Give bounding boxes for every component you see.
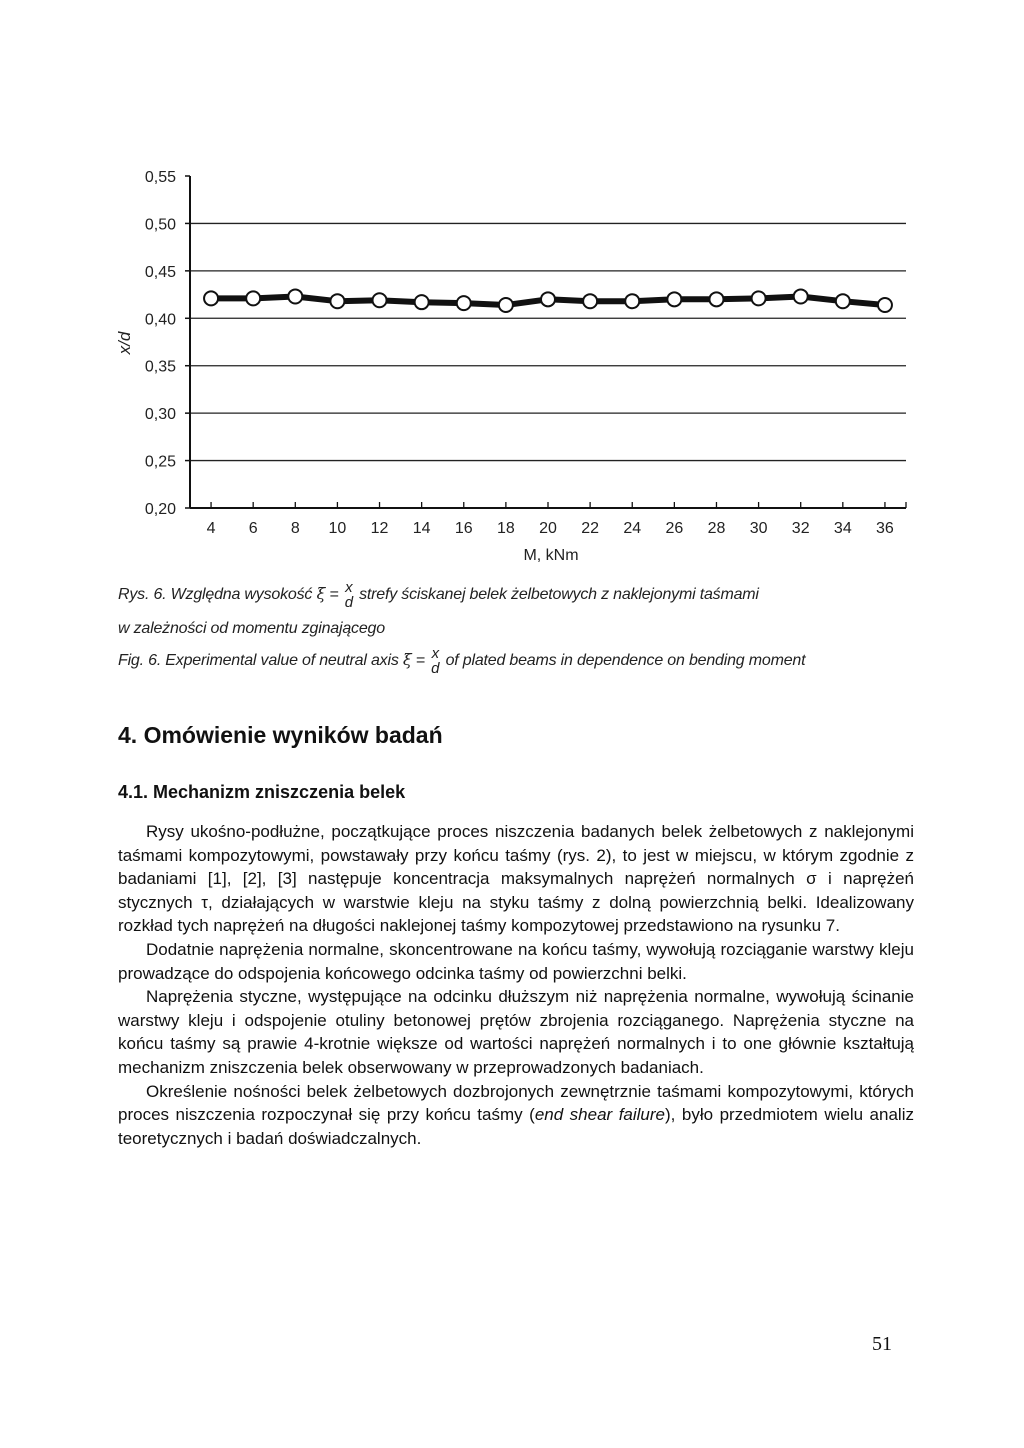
data-point — [499, 298, 513, 312]
section-title: 4. Omówienie wyników badań — [118, 722, 443, 748]
caption-en-eq: = — [415, 652, 425, 670]
x-tick-label: 22 — [581, 520, 600, 537]
caption-en-fraction — [431, 646, 439, 676]
x-tick-label: 32 — [791, 520, 810, 537]
data-point — [794, 289, 808, 303]
data-point — [836, 294, 850, 308]
caption-pl-denominator: d — [344, 594, 353, 611]
body-paragraph: Dodatnie naprężenia normalne, skoncentrowane na końcu taśmy, wywołują rozciąganie warstwy kleju prowadzące do odspojenia końcowego odcinka taśmy od powierzchni belki. — [118, 939, 914, 983]
y-axis-label: x/d — [115, 331, 134, 355]
y-tick-label: 0,50 — [144, 216, 176, 234]
x-tick-label: 36 — [876, 520, 894, 537]
data-point — [667, 292, 681, 306]
x-tick-label: 12 — [370, 520, 389, 537]
data-point — [204, 291, 218, 305]
y-tick-label: 0,55 — [144, 169, 176, 186]
chart-gridlines — [185, 176, 906, 508]
data-point — [583, 294, 597, 308]
caption-en-prefix: Fig. 6. Experimental value of neutral axis — [118, 652, 399, 670]
data-point — [330, 294, 344, 308]
caption-en-denominator: d — [431, 660, 440, 677]
x-tick-label: 10 — [328, 520, 347, 537]
body-paragraph-last — [118, 1080, 914, 1151]
x-tick-label: 4 — [206, 520, 216, 537]
caption-pl-numerator: x — [345, 579, 353, 596]
data-point — [541, 292, 555, 306]
caption-pl-xi: ξ — [316, 584, 326, 604]
figure-chart — [0, 0, 1024, 580]
figure-caption-pl-line2 — [118, 620, 918, 638]
caption-en-numerator: x — [431, 645, 439, 662]
data-point — [878, 298, 892, 312]
y-tick-label: 0,25 — [144, 453, 176, 471]
x-tick-label: 28 — [707, 520, 726, 537]
x-tick-label: 18 — [496, 520, 515, 537]
data-point — [709, 292, 723, 306]
chart-series-group — [204, 289, 892, 312]
caption-pl-suffix: strefy ściskanej belek żelbetowych z naklejonymi taśmami — [359, 586, 759, 604]
body-text — [118, 820, 914, 1150]
data-point — [246, 291, 260, 305]
y-tick-label: 0,35 — [144, 358, 176, 376]
body-paragraph: Rysy ukośno-podłużne, początkujące proces niszczenia badanych belek żelbetowych z naklejonymi taśmami kompozytowymi, powstawały przy końcu taśmy (rys. 2), to jest w miejscu, w którym zgodnie z badaniami [1], [2], [3] następuje koncentracja maksymalnych naprężeń normalnych σ i naprężeń stycznych τ, działających w warstwie kleju na styku taśmy z dolną powierzchnią belki. Idealizowany rozkład tych naprężeń na długości naklejonej taśmy kompozytowej przedstawiono na rysunku 7. — [118, 822, 914, 936]
caption-pl-prefix: Rys. 6. Względna wysokość — [118, 586, 313, 604]
x-tick-label: 16 — [454, 520, 473, 537]
x-tick-label: 6 — [248, 520, 258, 537]
y-tick-label: 0,20 — [144, 501, 176, 518]
figure-caption-pl — [118, 580, 918, 610]
y-tick-label: 0,40 — [144, 311, 176, 329]
x-tick-label: 8 — [290, 520, 300, 537]
subsection-title: 4.1. Mechanizm zniszczenia belek — [118, 782, 406, 802]
data-point — [752, 291, 766, 305]
caption-pl-eq: = — [329, 586, 339, 604]
data-point — [415, 295, 429, 309]
data-point — [288, 289, 302, 303]
figure-caption-en — [118, 646, 918, 676]
caption-pl-line2-text: w zależności od momentu zginającego — [118, 620, 385, 637]
x-tick-label: 24 — [623, 520, 642, 537]
x-tick-label: 30 — [749, 520, 768, 537]
body-paragraph: Naprężenia styczne, występujące na odcinku dłuższym niż naprężenia normalne, wywołują ścinanie warstwy kleju i odspojenie otuliny betonowej prętów zbrojenia rozciąganego. Naprężenia styczne na końcu taśmy są prawie 4-krotnie większe od wartości naprężeń normalnych i to one głównie kształtują mechanizm zniszczenia belek obserwowany w przeprowadzonych badaniach. — [118, 987, 914, 1077]
y-tick-label: 0,30 — [144, 406, 176, 424]
last-paragraph-before: Określenie nośności belek żelbetowych dozbrojonych zewnętrznie taśmami kompozytowymi, których proces niszczenia rozpoczynał się przy końcu taśmy ( — [118, 1081, 914, 1125]
caption-en-xi: ξ — [402, 650, 412, 670]
page-number: 51 — [872, 1333, 892, 1355]
y-tick-label: 0,45 — [144, 263, 176, 281]
x-tick-label: 34 — [833, 520, 852, 537]
x-tick-label: 26 — [665, 520, 684, 537]
last-paragraph-after: ), było przedmiotem wielu analiz teoretycznych i badań doświadczalnych. — [118, 1105, 914, 1148]
x-tick-label: 14 — [412, 520, 431, 537]
y-tick-labels — [145, 169, 176, 518]
data-point — [625, 294, 639, 308]
data-point — [457, 296, 471, 310]
x-tick-label: 20 — [539, 520, 557, 537]
x-tick-labels — [207, 520, 894, 537]
last-paragraph-italic: end shear failure — [534, 1105, 665, 1125]
data-point — [373, 293, 387, 307]
caption-en-suffix: of plated beams in dependence on bending moment — [445, 652, 806, 670]
x-axis-label: M, kNm — [523, 547, 579, 564]
caption-pl-fraction — [345, 580, 353, 610]
